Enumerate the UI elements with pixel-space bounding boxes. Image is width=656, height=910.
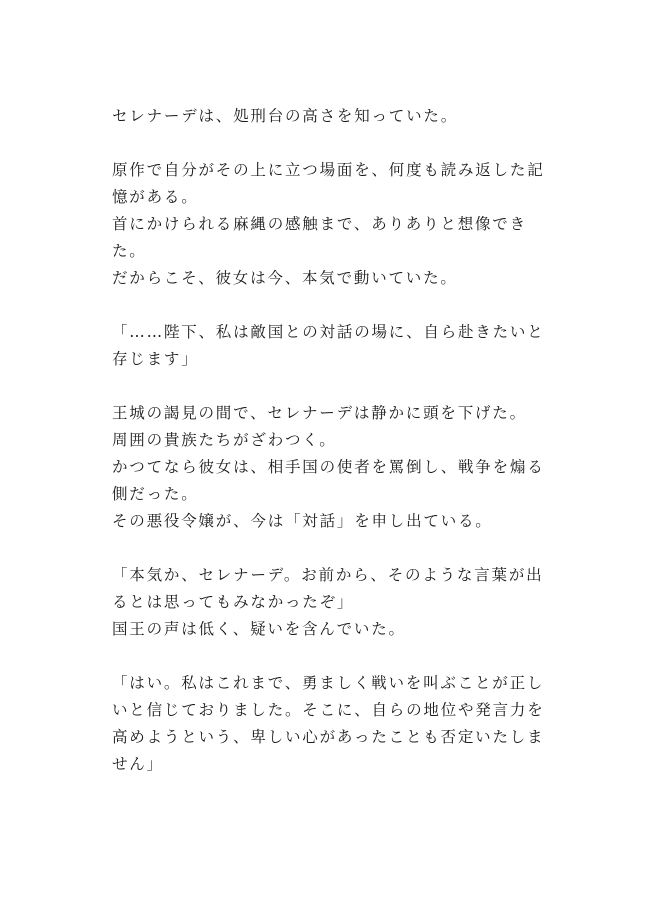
text-line: せん」 xyxy=(112,755,164,773)
paragraph-4 xyxy=(112,400,552,535)
text-line: 原作で自分がその上に立つ場面を、何度も読み返した記 xyxy=(112,161,545,179)
text-line: セレナーデは、処刑台の高さを知っていた。 xyxy=(112,107,459,125)
text-line: 「はい。私はこれまで、勇ましく戦いを叫ぶことが正し xyxy=(112,674,545,692)
text-line: 国王の声は低く、疑いを含んでいた。 xyxy=(112,620,406,638)
text-line: 「……陛下、私は敵国との対話の場に、自ら赴きたいと xyxy=(112,323,545,341)
text-line: かつてなら彼女は、相手国の使者を罵倒し、戦争を煽る xyxy=(112,458,545,476)
text-line: 首にかけられる麻縄の感触まで、ありありと想像でき xyxy=(112,215,527,233)
paragraph-gap xyxy=(112,535,552,562)
paragraph-2 xyxy=(112,157,552,292)
paragraph-gap xyxy=(112,130,552,157)
paragraph-gap xyxy=(112,643,552,670)
paragraph-gap xyxy=(112,292,552,319)
paragraph-gap xyxy=(112,373,552,400)
text-line: 憶がある。 xyxy=(112,188,199,206)
paragraph-1 xyxy=(112,103,552,130)
text-line: 側だった。 xyxy=(112,485,199,503)
text-line: いと信じておりました。そこに、自らの地位や発言力を xyxy=(112,701,545,719)
text-line: 王城の謁見の間で、セレナーデは静かに頭を下げた。 xyxy=(112,404,527,422)
text-line: 高めようという、卑しい心があったことも否定いたしま xyxy=(112,728,545,746)
text-line: 存じます」 xyxy=(112,350,199,368)
paragraph-5 xyxy=(112,562,552,643)
text-line: 周囲の貴族たちがざわつく。 xyxy=(112,431,337,449)
text-line: 「本気か、セレナーデ。お前から、そのような言葉が出 xyxy=(112,566,544,584)
body-text xyxy=(112,103,552,778)
text-line: た。 xyxy=(112,242,147,260)
text-line: だからこそ、彼女は今、本気で動いていた。 xyxy=(112,269,458,287)
text-line: その悪役令嬢が、今は「対話」を申し出ている。 xyxy=(112,512,493,530)
text-line: るとは思ってもみなかったぞ」 xyxy=(112,593,355,611)
paragraph-6 xyxy=(112,670,552,778)
paragraph-3 xyxy=(112,319,552,373)
